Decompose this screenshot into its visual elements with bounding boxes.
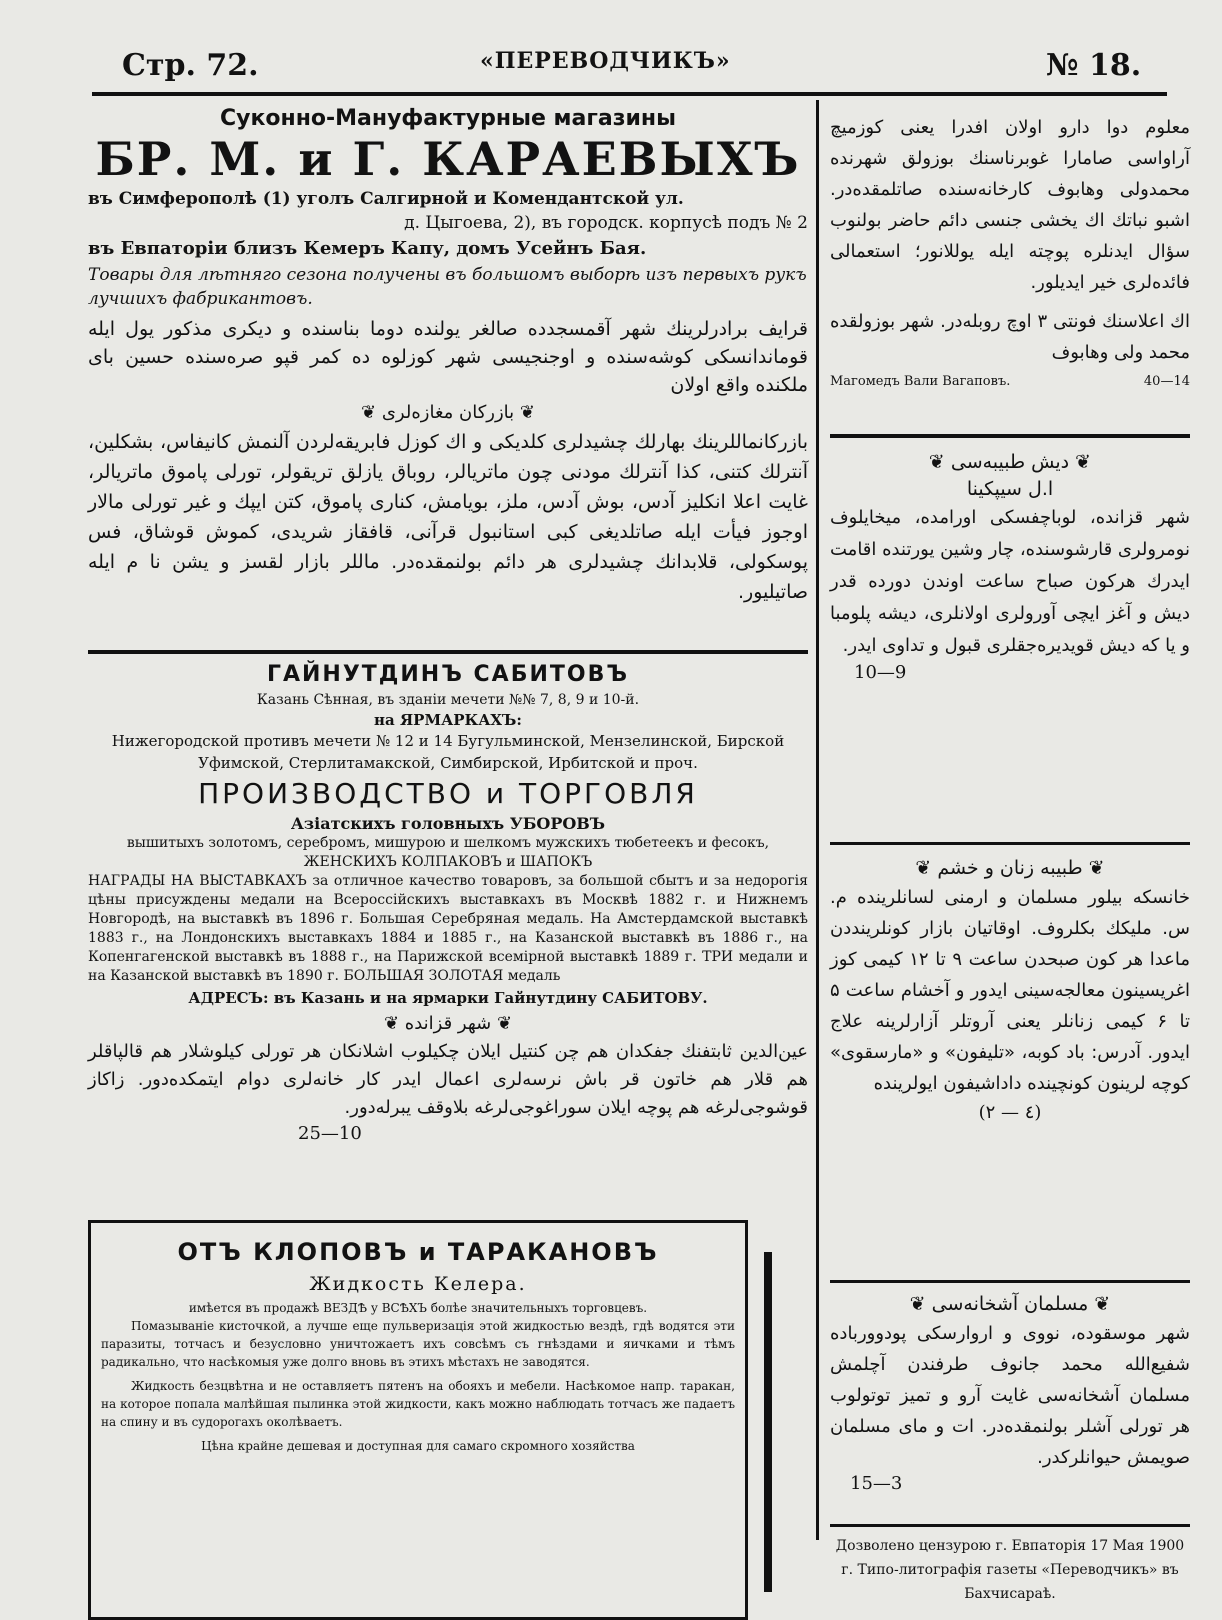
- newspaper-title: «ПЕРЕВОДЧИКЪ»: [480, 48, 731, 74]
- karaev-ornament-text: بازرکان مغازه‌لری: [381, 402, 515, 423]
- gynecologist-num: (۲ — ٤): [978, 1102, 1042, 1123]
- kelera-price: Цѣна крайне дешевая и доступная для самаго скромного хозяйства: [201, 1439, 635, 1453]
- karaev-line3: въ Евпаторіи близъ Кемеръ Капу, домъ Усейнъ Бая.: [88, 238, 647, 259]
- ephedra-note: اك اعلاسنك فونتی ۳ اوچ روبله‌در. شهر بوزولقده محمد ولی وهابوف: [830, 311, 1191, 363]
- dentist-ad: [830, 448, 1190, 828]
- dentist-ornament: ❦ دیش طبیبه‌سی ❦: [928, 451, 1092, 473]
- sabitov-awards: НАГРАДЫ НА ВЫСТАВКАХЪ за отличное качество товаровъ, за большой сбытъ и за недорогія цѣны присуждены медали на Всероссійскихъ выставкахъ въ Москвѣ 1882 г. и Нижнемъ Новгородѣ, на выставкѣ въ 1896 г. Большая Серебряная медаль. На Амстердамской выставкѣ 1883 г., на Лондонскихъ выставкахъ 1884 и 1885 г., на Казанской выставкѣ въ 1886 г., на Копенгагенской выставкѣ въ 1888 г., на Парижской всемірной выставкѣ 1889 г. ТРИ медали и на Казанской выставкѣ въ 1890 г. БОЛЬШАЯ ЗОЛОТАЯ медаль: [88, 873, 808, 984]
- kelera-sub: Жидкость Келера.: [309, 1273, 527, 1295]
- canteen-ornament: ❦ مسلمان آشخانه‌سی ❦: [909, 1293, 1111, 1315]
- kelera-avail: имѣется въ продажѣ ВЕЗДѢ у ВСѢХЪ болѣе значительныхъ торговцевъ.: [188, 1301, 648, 1315]
- dentist-num: 10—9: [854, 662, 907, 683]
- kelera-p1: Помазываніе кисточкой, а лучше еще пульверизація этой жидкостью вездѣ, гдѣ водятся эти паразиты, тотчасъ и безусловно уничтожаетъ ихъ совсѣмъ съ гнѣздами и яичками и тѣмъ радикально, что насѣкомыя уже долго вновь въ этихъ мѣстахъ не заводятся.: [101, 1319, 735, 1369]
- issue-number: № 18.: [1046, 48, 1142, 83]
- sabitov-big: ПРОИЗВОДСТВО и ТОРГОВЛЯ: [198, 777, 698, 810]
- karaev-line2: д. Цыгоева, 2), въ городск. корпусѣ подъ № 2: [404, 213, 808, 233]
- karaev-name: БР. М. и Г. КАРАЕВЫХЪ: [95, 132, 801, 186]
- sabitov-tatar-ornament: ❦ شهر قزانده ❦: [383, 1013, 513, 1034]
- column-divider: [816, 100, 819, 1540]
- right-rule-1: [830, 434, 1190, 438]
- gynecologist-body: خانسکه بیلور مسلمان و ارمنی لسانلرینده م. س. ملیکك بکلروف. اوقاتیان بازار کونلرینددن ماعدا هر کون صبحدن ساعت ۹ تا ۱۲ کیمی کوز اغریسینون معالجه‌سینی ایدور و آخشام ساعت ۵ تا ۶ کیمی زنانلر یعنی آروتلر آزارلرینه علاج ایدور. آدرس: باد کوبه، «تلیفون» و «مارسقوی» کوچه لرینون کونچینده داداشیفون ایولرینده: [830, 887, 1191, 1094]
- karaev-ad: [88, 102, 808, 642]
- gynecologist-ornament-text: طبیبه زنان و خشم: [937, 857, 1083, 879]
- dentist-body: شهر قزانده، لوباچفسکی اورامده، میخایلوف نومرولری قارشوسنده، چار وشین یورتنده اقامت ایدرك هرکون صباح ساعت اوندن دورده قدر دیش و آغز ایچی آورولری اولانلری، دیشه پلومبا و یا که دیش قویدیره‌جقلری قبول و تداوی ایدر.: [830, 507, 1190, 656]
- kelera-ad: [88, 1220, 748, 1620]
- canteen-num: 15—3: [850, 1473, 903, 1494]
- kelera-side-bar: [764, 1252, 772, 1592]
- sabitov-address: АДРЕСЪ: въ Казань и на ярмарки Гайнутдину САБИТОВУ.: [188, 989, 708, 1007]
- ephedra-sig-name: Магомедъ Вали Вагаповъ.: [830, 374, 1011, 389]
- karaev-heading: Суконно-Мануфактурные магазины: [219, 106, 677, 131]
- gynecologist-ad: [830, 854, 1190, 1254]
- ephedra-sig-num: 40—14: [1143, 374, 1190, 389]
- sabitov-ornament-text: شهر قزانده: [404, 1013, 492, 1034]
- ephedra-body: معلوم دوا دارو اولان افدرا یعنی کوزمیچ آراواسی صامارا غوبرناسنك بوزولق شهرنده محمدولی وهابوف کارخانه‌سنده صاتلمقده‌در. اشبو نباتك اك یخشی جنسی دائم حاضر بولنوب سؤال ایدنلره پوچته ایله یوللانور؛ استعمالی فائده‌لری خیر ایدیلور.: [830, 117, 1190, 293]
- ephedra-ad: [830, 112, 1190, 412]
- sabitov-tatar-num: 25—10: [298, 1123, 362, 1144]
- dentist-ornament-text: دیش طبیبه‌سی: [950, 451, 1070, 473]
- right-rule-4: [830, 1524, 1190, 1527]
- sabitov-line1: Казань Сѣнная, въ зданіи мечети №№ 7, 8, 9 и 10-й.: [256, 692, 640, 708]
- dentist-name: ا.ل سیپکینا: [966, 478, 1054, 500]
- header-rule: [92, 92, 1167, 96]
- canteen-ad: [830, 1290, 1190, 1530]
- censor-note: Дозволено цензурою г. Евпаторія 17 Мая 1900 г. Типо-литографія газеты «Переводчикъ» въ Бахчисараѣ.: [835, 1538, 1185, 1602]
- kelera-p2: Жидкость безцвѣтна и не оставляетъ пятенъ на обояхъ и мебели. Насѣкомое напр. таракан, на которое попала малѣйшая пылинка этой жидкости, какъ можно наблюдать тотчасъ же падаетъ на спину и въ судорогахъ околѣваетъ.: [101, 1379, 735, 1429]
- sabitov-tatar-body: عین‌الدین ثابتفنك جفکدان هم چن کنتیل ایلان چکیلوب اشلانکان هر تورلی کیلوشلار هم قالپاقلر هم قلار هم خاتون قر باش نرسه‌لری اعمال ایدر کار خانه‌لری دوام ایتمکده‌دور. زاکاز قوشوجی‌لرغه هم پوچه ایلان سوراغوجی‌لرغه بلاوقف یبرله‌دور.: [88, 1041, 808, 1118]
- karaev-tatar-body: بازرکانماللرینك بهارلك چشیدلری کلدیکی و اك کوزل فابریقه‌لردن آلنمش کانیفاس، بشکلین، آنترلك کتنی، کذا آنترلك مودنی چون ماتریالر، روباق یازلق تریقولر، تورلی پاموق ماتریالر، غایت اعلا انکلیز آدس، بوش آدس، ملز، بویامش، کناری پاموق، کتن ایپك و غیر تورلی مالار اوجوز فیأت ایله صاتلدیغی کبی استانبول قرآنی، قافقاز شریدی، کموش قوشاق، فس پوسکولی، قلابدانك چشیدلری هر دائم بولنمقده‌در. ماللر بازار لقسز و یشن نا م ایله صاتیلیور.: [88, 431, 808, 603]
- right-rule-3: [830, 1280, 1190, 1283]
- sabitov-line3: Нижегородской противъ мечети № 12 и 14 Бугульминской, Мензелинской, Бирской Уфимской, Стерлитамакской, Симбирской, Ирбитской и проч.: [111, 732, 785, 772]
- page-number: Стр. 72.: [122, 48, 259, 83]
- karaev-line1: въ Симферополѣ (1) уголъ Салгирной и Комендантской ул.: [88, 189, 684, 209]
- sabitov-sub: Азіатскихъ головныхъ УБОРОВЪ: [290, 814, 606, 833]
- sabitov-line2: на ЯРМАРКАХЪ:: [374, 711, 522, 729]
- left-rule-1: [88, 650, 808, 654]
- canteen-ornament-text: مسلمان آشخانه‌سی: [931, 1293, 1089, 1315]
- sabitov-ad: [88, 660, 808, 1200]
- sabitov-sub2: вышитыхъ золотомъ, серебромъ, мишурою и шелкомъ мужскихъ тюбетеекъ и фесокъ, ЖЕНСКИХЪ КОЛПАКОВЪ и ШАПОКЪ: [126, 835, 770, 870]
- gynecologist-ornament: ❦ طبیبه زنان و خشم ❦: [915, 857, 1105, 879]
- canteen-body: شهر موسقوده، نووی و اروارسکی پودوورباده شفیع‌الله محمد جانوف طرفندن آچلمش مسلمان آشخانه‌سی غایت آرو و تمیز توتولوب هر تورلی آشلر بولنمقده‌در. ات و مای مسلمان صویمش حیوانلرکدر.: [830, 1323, 1190, 1468]
- right-rule-2: [830, 842, 1190, 845]
- karaev-italic: Товары для лѣтняго сезона получены въ большомъ выборѣ изъ первыхъ рукъ лучшихъ фабрикантовъ.: [88, 265, 807, 309]
- karaev-tatar-ornament: ❦ بازرکان مغازه‌لری ❦: [361, 402, 535, 423]
- ephedra-signature: [830, 374, 1190, 389]
- sabitov-name: ГАЙНУТДИНЪ САБИТОВЪ: [266, 662, 630, 687]
- kelera-title: ОТЪ КЛОПОВЪ и ТАРАКАНОВЪ: [177, 1238, 659, 1266]
- karaev-tatar-intro: قرایف برادرلرینك شهر آقمسجدده صالغر یولنده دوما بناسنده و دیکری مذکور یول ایله قوماندانسکی کوشه‌سنده و اوجنجیسی شهر کوزلوه ده کمر قپو صره‌سنده حسین بای ملکنده واقع اولان: [88, 318, 808, 396]
